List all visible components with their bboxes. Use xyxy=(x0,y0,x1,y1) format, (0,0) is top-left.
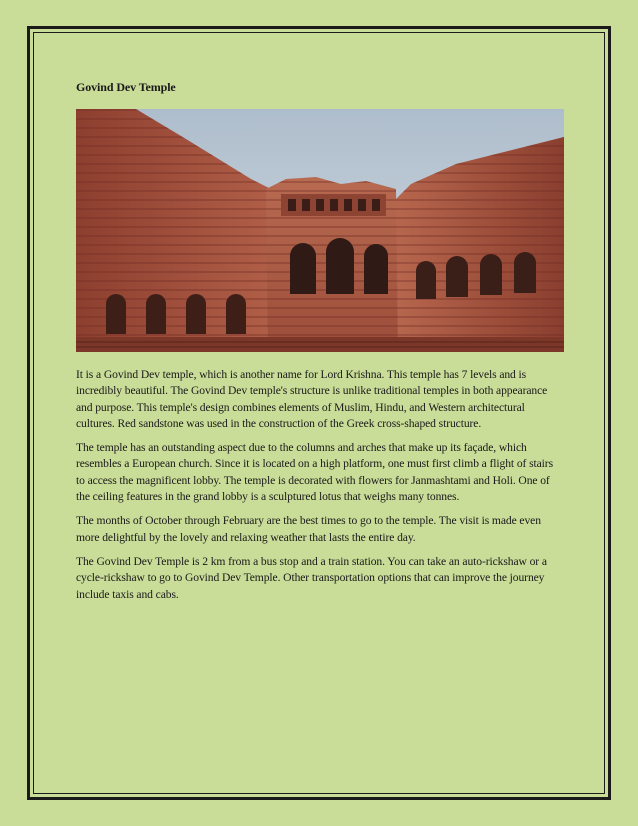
document-body xyxy=(76,80,564,611)
document-title: Govind Dev Temple xyxy=(76,80,176,94)
paragraph-3: The months of October through February are the best times to go to the temple. The visit is made even more delightful by the lovely and relaxing weather that lasts the entire day. xyxy=(76,514,541,544)
paragraph-2: The temple has an outstanding aspect due to the columns and arches that make up its façade, which resembles a European church. Since it is located on a high platform, one must first climb a flight of stairs to access the magnificent lobby. The temple is decorated with flowers for Janmashtami and Holi. One of the ceiling features in the grand lobby is a sculptured lotus that weighs many tonnes. xyxy=(76,441,553,504)
paragraph-4: The Govind Dev Temple is 2 km from a bus stop and a train station. You can take an auto-rickshaw or a cycle-rickshaw to go to Govind Dev Temple. Other transportation options that can improve the journey include taxis and cabs. xyxy=(76,554,547,601)
paragraph-1: It is a Govind Dev temple, which is another name for Lord Krishna. This temple has 7 levels and is incredibly beautiful. The Govind Dev temple's structure is unlike traditional temples in both appearance and purpose. This temple's design combines elements of Muslim, Hindu, and Western architectural cultures. Red sandstone was used in the construction of the Greek cross-shaped structure. xyxy=(76,368,548,430)
temple-photo xyxy=(76,109,564,352)
